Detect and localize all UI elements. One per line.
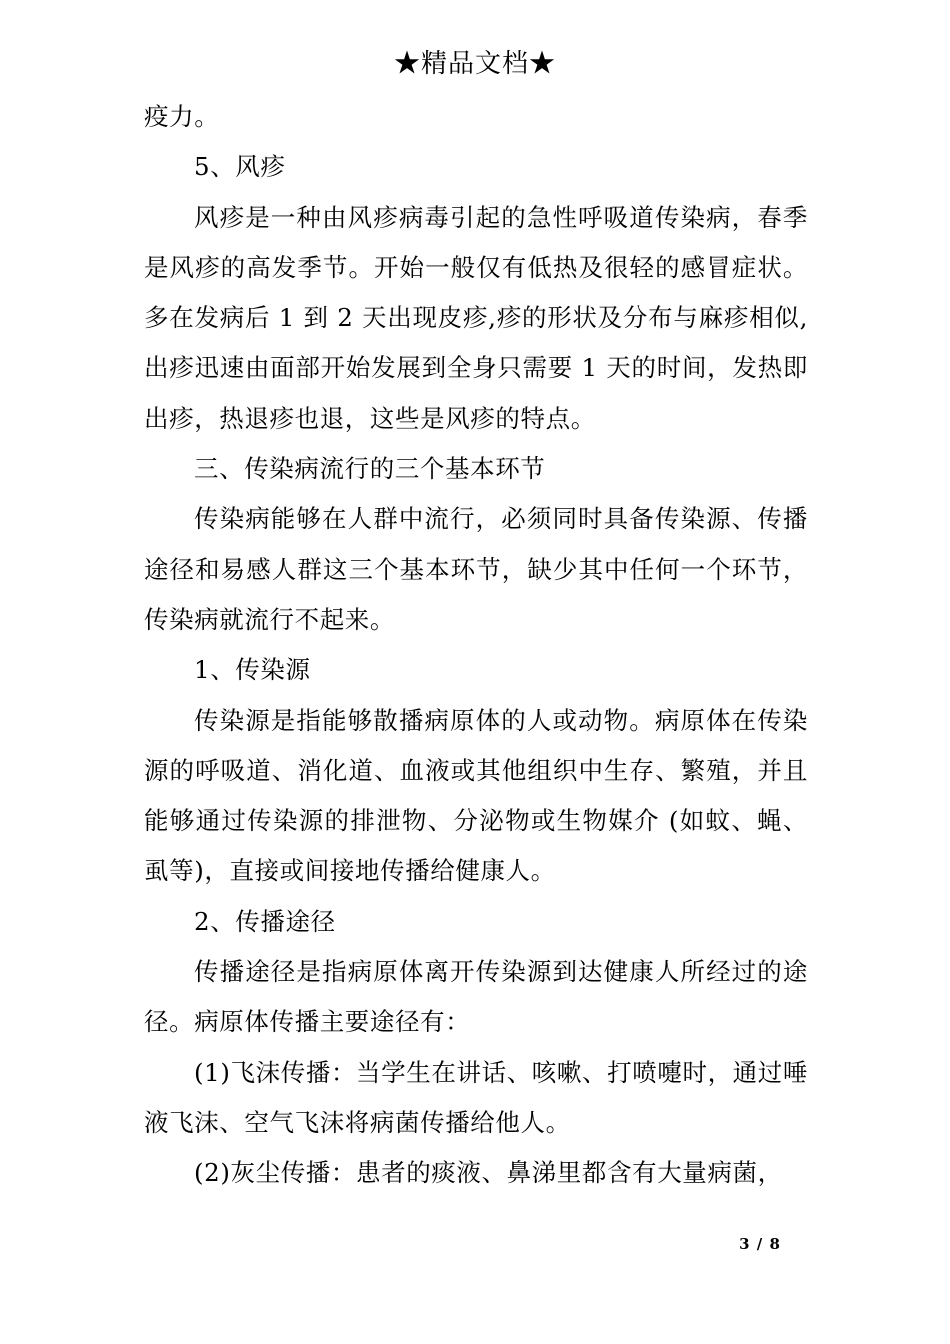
section-heading-transmission-route: 2、传播途径 <box>194 906 336 936</box>
document-body <box>144 92 808 1199</box>
paragraph-infection-source: 传染源是指能够散播病原体的人或动物。病原体在传染源的呼吸道、消化道、血液或其他组织中生存、繁殖，并且能够通过传染源的排泄物、分泌物或生物媒介 (如蚊、蝇、虱等)，直接或间接地传播给健康人。 <box>144 705 808 886</box>
paragraph-droplet-transmission: (1)飞沫传播：当学生在讲话、咳嗽、打喷嚏时，通过唾液飞沫、空气飞沫将病菌传播给他人。 <box>144 1057 808 1137</box>
paragraph-dust-transmission: (2)灰尘传播：患者的痰液、鼻涕里都含有大量病菌， <box>194 1158 783 1188</box>
section-heading-three-links: 三、传染病流行的三个基本环节 <box>194 454 546 484</box>
page-number: 3 / 8 <box>739 1235 781 1253</box>
page-header-title: ★精品文档★ <box>393 49 556 79</box>
paragraph-rubella-description: 风疹是一种由风疹病毒引起的急性呼吸道传染病，春季是风疹的高发季节。开始一般仅有低热及很轻的感冒症状。多在发病后 1 到 2 天出现皮疹,疹的形状及分布与麻疹相似,出疹迅速由面部开始发展到全身只需要 1 天的时间，发热即出疹，热退疹也退，这些是风疹的特点。 <box>144 202 808 433</box>
paragraph-continuation: 疫力。 <box>144 102 220 131</box>
section-heading-infection-source: 1、传染源 <box>194 655 311 685</box>
section-heading-rubella: 5、风疹 <box>194 152 286 182</box>
paragraph-three-links: 传染病能够在人群中流行，必须同时具备传染源、传播途径和易感人群这三个基本环节，缺少其中任何一个环节，传染病就流行不起来。 <box>144 504 808 634</box>
paragraph-transmission-route: 传播途径是指病原体离开传染源到达健康人所经过的途径。病原体传播主要途径有： <box>144 957 808 1037</box>
